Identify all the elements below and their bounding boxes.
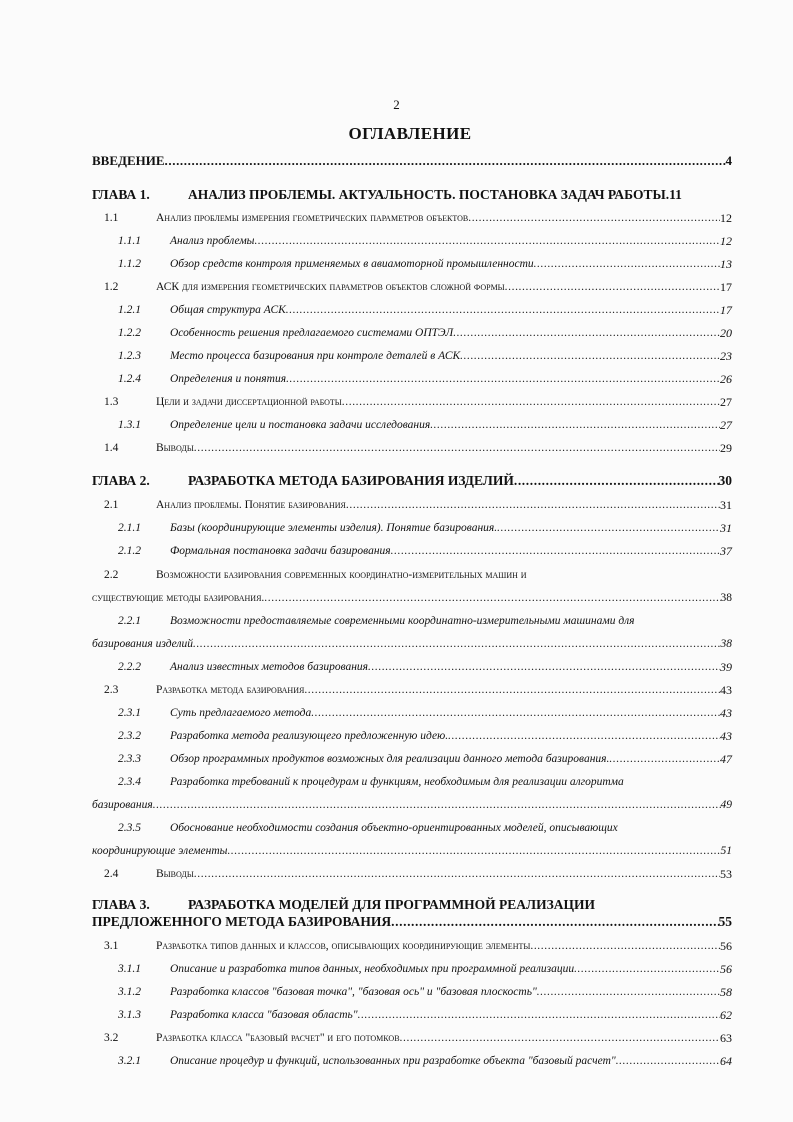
toc-entry-page: 12 (720, 234, 732, 248)
toc-entry-title: РАЗРАБОТКА МЕТОДА БАЗИРОВАНИЯ ИЗДЕЛИЙ (188, 473, 514, 488)
leader-dots (530, 935, 720, 957)
toc-entry-page: 49 (720, 799, 732, 811)
leader-dots (193, 633, 721, 655)
leader-dots (264, 587, 720, 609)
toc-entry-page: 17 (720, 303, 732, 317)
toc-entry-1-3 (92, 391, 732, 413)
toc-entry-page: 62 (720, 1008, 732, 1022)
toc-entry-2-2 (92, 564, 732, 586)
toc-entry-number: 2.3.1 (118, 707, 141, 719)
leader-dots (227, 840, 720, 862)
page-number: 2 (393, 97, 400, 112)
toc-entry-page: 26 (720, 372, 732, 386)
toc-entry-number: 3.2 (104, 1032, 119, 1044)
toc-entry-1-3-1 (92, 414, 732, 436)
leader-dots (342, 391, 720, 413)
toc-entry-title: Возможности базирования современных координатно-измерительных машин и (156, 569, 527, 581)
toc-entry-page: 53 (720, 867, 732, 881)
toc-entry-number: 1.1.2 (118, 258, 141, 270)
toc-entry-title: ВВЕДЕНИЕ (92, 153, 165, 168)
leader-dots (254, 230, 720, 252)
leader-dots (391, 540, 720, 562)
toc-entry-title: Анализ известных методов базирования (170, 661, 369, 673)
toc-entry-number: 2.3.2 (118, 730, 141, 742)
toc-entry-page: 12 (720, 211, 732, 225)
leader-dots (534, 253, 720, 275)
leader-dots (346, 494, 720, 516)
toc-entry-number: 2.3.4 (118, 776, 141, 788)
toc-entry-page: 29 (720, 441, 732, 455)
toc-entry-page: 20 (720, 326, 732, 340)
toc-entry-number: 1.2.1 (118, 304, 141, 316)
toc-entry-number: 2.1.1 (118, 522, 141, 534)
toc-entry-page: 27 (720, 395, 732, 409)
leader-dots (574, 958, 720, 980)
toc-entry-1-2-2 (92, 322, 732, 344)
toc-entry-2-1-2 (92, 540, 732, 562)
toc-entry-title: Особенность решения предлагаемого системами ОПТЭЛ (170, 327, 454, 339)
toc-entry-2-3-1 (92, 702, 732, 724)
toc-entry-title: Суть предлагаемого метода (170, 707, 312, 719)
toc-entry-page: 63 (720, 1031, 732, 1045)
toc-entry-3-1-2 (92, 981, 732, 1003)
toc-entry-page: 17 (720, 280, 732, 294)
toc-entry-number: 1.2 (104, 281, 119, 293)
leader-dots (311, 702, 720, 724)
toc-entry-page: 43 (720, 683, 732, 697)
toc-entry-number: 1.2.3 (118, 350, 141, 362)
toc-entry-title: Определения и понятия (170, 373, 287, 385)
toc-entry-2-3-5 (92, 817, 732, 839)
toc-entry-number: 1.2.4 (118, 373, 141, 385)
leader-dots (616, 1050, 720, 1072)
toc-entry-page: 37 (720, 544, 732, 558)
toc-entry-2-2-2 (92, 656, 732, 678)
toc-entry-title: Обзор средств контроля применяемых в авиамоторной промышленности (170, 258, 534, 270)
leader-dots (514, 470, 719, 492)
toc-entry-page: 11 (669, 187, 682, 202)
toc-entry-3-2 (92, 1027, 732, 1049)
leader-dots (304, 679, 720, 701)
toc-entry-page: 56 (720, 962, 732, 976)
toc-entry-title: Обоснование необходимости создания объектно-ориентированных моделей, описывающих (170, 822, 618, 834)
leader-dots (537, 981, 720, 1003)
toc-entry-page: 38 (720, 592, 732, 604)
toc-entry-page: 47 (720, 752, 732, 766)
toc-entry-3-1 (92, 935, 732, 957)
toc-entry-2-3-4 (92, 771, 732, 793)
toc-entry-title: Разработка требований к процедурам и функциям, необходимым для реализации алгоритма (170, 776, 624, 788)
toc-entry-number: 2.3.5 (118, 822, 141, 834)
toc-entry-number: 2.2.1 (118, 615, 141, 627)
toc-entry-number: 1.3 (104, 396, 119, 408)
leader-dots (286, 299, 720, 321)
toc-entry-title: Обзор программных продуктов возможных для реализации данного метода базирования. (170, 753, 610, 765)
toc-entry-page: 23 (720, 349, 732, 363)
toc-entry-number: 2.3 (104, 684, 119, 696)
toc-entry-1-1-2 (92, 253, 732, 275)
toc-entry-number: ГЛАВА 3. (92, 897, 150, 912)
toc-entry-1-4 (92, 437, 732, 459)
toc-entry-title-continued: ПРЕДЛОЖЕННОГО МЕТОДА БАЗИРОВАНИЯ (92, 914, 392, 929)
toc-entry-number: 2.2 (104, 569, 119, 581)
toc-entry-1-1 (92, 207, 732, 229)
toc-entry-3-1-3 (92, 1004, 732, 1026)
toc-entry-title: Анализ проблемы измерения геометрических параметров объектов (156, 212, 469, 224)
toc-entry-number: 2.1.2 (118, 545, 141, 557)
toc-entry-2-3-2 (92, 725, 732, 747)
toc-entry-title-continued: существующие методы базирования. (92, 592, 265, 604)
toc-entry-2-3-3 (92, 748, 732, 770)
toc-entry-page: 13 (720, 257, 732, 271)
toc-entry-1-2-3 (92, 345, 732, 367)
toc-entry-number: 2.4 (104, 868, 119, 880)
toc-entry-page: 43 (720, 706, 732, 720)
toc-entry-1-2-1 (92, 299, 732, 321)
leader-dots (453, 322, 720, 344)
toc-entry-number: 3.1.1 (118, 963, 141, 975)
toc-entry-2-3 (92, 679, 732, 701)
toc-entry-page: 55 (718, 914, 732, 929)
toc-entry-number: 3.1.3 (118, 1009, 141, 1021)
toc-entry-title: Формальная постановка задачи базирования (170, 545, 391, 557)
toc-entry-number: 1.1.1 (118, 235, 141, 247)
toc-entry-number: 2.3.3 (118, 753, 141, 765)
toc-entry-introduction (92, 150, 732, 172)
toc-entry-page: 38 (720, 638, 732, 650)
leader-dots (505, 276, 720, 298)
toc-entry-1-2-4 (92, 368, 732, 390)
toc-entry-page: 43 (720, 729, 732, 743)
toc-entry-title: Разработка метода реализующего предложенную идею. (170, 730, 449, 742)
toc-entry-title-continued: базирования изделий (92, 638, 193, 650)
toc-entry-title-continued: базирования (92, 799, 153, 811)
leader-dots (286, 368, 720, 390)
toc-entry-title: АНАЛИЗ ПРОБЛЕМЫ. АКТУАЛЬНОСТЬ. ПОСТАНОВКА ЗАДАЧ РАБОТЫ. (188, 187, 670, 202)
toc-entry-title: Выводы (156, 442, 194, 454)
toc-entry-page: 4 (725, 153, 732, 168)
toc-entry-2-3-4-continuation (92, 794, 732, 816)
leader-dots (153, 794, 721, 816)
toc-entry-title: Выводы (156, 868, 194, 880)
toc-entry-number: ГЛАВА 2. (92, 473, 150, 488)
toc-entry-title: Анализ проблемы. Понятие базирования (156, 499, 346, 511)
leader-dots (391, 911, 718, 933)
leader-dots (194, 863, 720, 885)
leader-dots (368, 656, 720, 678)
toc-entry-page: 31 (720, 521, 732, 535)
toc-entry-number: 2.2.2 (118, 661, 141, 673)
toc-entry-title: Разработка типов данных и классов, описывающих координирующие элементы (156, 940, 531, 952)
toc-entry-title: Базы (координирующие элементы изделия). Понятие базирования. (170, 522, 498, 534)
toc-entry-chapter-3-continuation (92, 911, 732, 933)
leader-dots (358, 1004, 720, 1026)
toc-entry-2-2-1 (92, 610, 732, 632)
toc-entry-title: АСК для измерения геометрических параметров объектов сложной формы (156, 281, 505, 293)
toc-entry-title: Описание процедур и функций, использованных при разработке объекта "базовый расчет" (170, 1055, 616, 1067)
toc-entry-title: Возможности предоставляемые современными координатно-измерительными машинами для (170, 615, 635, 627)
toc-entry-number: 3.2.1 (118, 1055, 141, 1067)
leader-dots (609, 748, 720, 770)
toc-entry-1-1-1 (92, 230, 732, 252)
toc-entry-2-3-5-continuation (92, 840, 732, 862)
toc-entry-title: Описание и разработка типов данных, необходимых при программной реализации (170, 963, 575, 975)
toc-entry-title: Разработка классов "базовая точка", "базовая ось" и "базовая плоскость" (170, 986, 537, 998)
toc-entry-page: 27 (720, 418, 732, 432)
toc-entry-title: Цели и задачи диссертационной работы (156, 396, 342, 408)
toc-entry-3-2-1 (92, 1050, 732, 1072)
toc-entry-title: Определение цели и постановка задачи исследования (170, 419, 431, 431)
leader-dots (400, 1027, 720, 1049)
toc-entry-2-1 (92, 494, 732, 516)
toc-entry-page: 58 (720, 985, 732, 999)
page-title: ОГЛАВЛЕНИЕ (348, 124, 472, 143)
toc-entry-number: 3.1.2 (118, 986, 141, 998)
toc-entry-3-1-1 (92, 958, 732, 980)
toc-entry-2-4 (92, 863, 732, 885)
toc-entry-title: Анализ проблемы (170, 235, 255, 247)
toc-entry-2-2-1-continuation (92, 633, 732, 655)
toc-entry-1-2 (92, 276, 732, 298)
toc-entry-page: 39 (720, 660, 732, 674)
toc-entry-page: 30 (718, 473, 732, 488)
toc-entry-page: 64 (720, 1054, 732, 1068)
toc-entry-title: Общая структура АСК (170, 304, 286, 316)
toc-entry-title: Разработка класса "базовый расчет" и его потомков (156, 1032, 400, 1044)
toc-entry-2-1-1 (92, 517, 732, 539)
toc-entry-page: 51 (720, 845, 732, 857)
toc-entry-number: ГЛАВА 1. (92, 187, 150, 202)
leader-dots (497, 517, 720, 539)
toc-entry-number: 1.4 (104, 442, 119, 454)
toc-entry-page: 56 (720, 939, 732, 953)
toc-entry-number: 1.2.2 (118, 327, 141, 339)
leader-dots (430, 414, 720, 436)
toc-entry-number: 1.1 (104, 212, 119, 224)
toc-entry-title-continued: координирующие элементы (92, 845, 228, 857)
toc-entry-chapter-1 (92, 184, 732, 206)
leader-dots (194, 437, 720, 459)
toc-entry-page: 31 (720, 498, 732, 512)
leader-dots (460, 345, 720, 367)
toc-entry-number: 1.3.1 (118, 419, 141, 431)
leader-dots (448, 725, 720, 747)
toc-entry-title: Разработка метода базирования (156, 684, 305, 696)
toc-entry-title: РАЗРАБОТКА МОДЕЛЕЙ ДЛЯ ПРОГРАММНОЙ РЕАЛИЗАЦИИ (188, 897, 595, 912)
toc-entry-number: 3.1 (104, 940, 119, 952)
toc-entry-title: Разработка класса "базовая область" (170, 1009, 358, 1021)
toc-entry-number: 2.1 (104, 499, 119, 511)
leader-dots (468, 207, 720, 229)
toc-entry-2-2-continuation (92, 587, 732, 609)
toc-entry-chapter-2 (92, 470, 732, 492)
toc-entry-title: Место процесса базирования при контроле деталей в АСК (170, 350, 461, 362)
leader-dots (165, 150, 726, 172)
